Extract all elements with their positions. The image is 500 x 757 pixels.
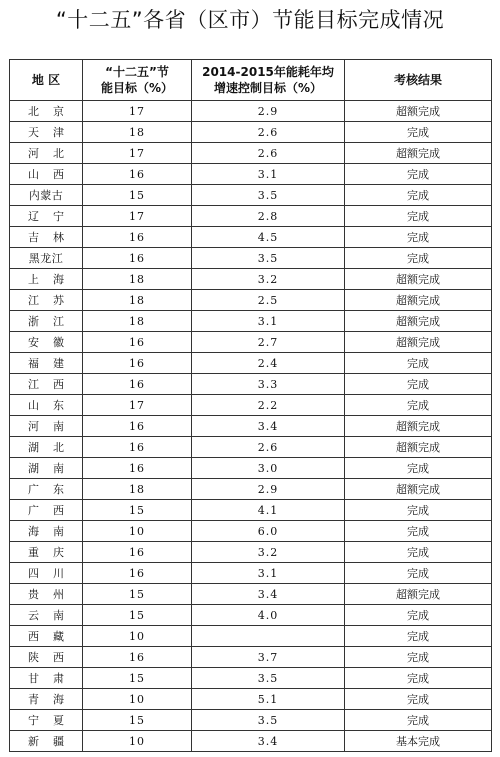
target-cell-text: 17: [129, 209, 145, 223]
region-cell: [10, 626, 83, 647]
table-row: [10, 332, 492, 353]
result-cell: [345, 668, 492, 689]
region-cell: [10, 374, 83, 395]
target-cell-text: 15: [129, 671, 145, 685]
target-cell: [83, 227, 192, 248]
target-cell: [83, 605, 192, 626]
result-cell-text: 完成: [407, 210, 429, 223]
region-cell: [10, 101, 83, 122]
growth-target-cell-text: 2.6: [257, 440, 279, 454]
growth-target-cell: [192, 605, 345, 626]
region-cell: [10, 668, 83, 689]
target-cell-text: 10: [129, 629, 145, 643]
region-cell-text: 甘肃: [28, 672, 78, 685]
region-cell: [10, 332, 83, 353]
target-cell: [83, 626, 192, 647]
target-cell-text: 16: [129, 167, 145, 181]
target-cell-text: 15: [129, 608, 145, 622]
growth-target-cell-text: 3.4: [257, 734, 279, 748]
growth-target-cell: [192, 227, 345, 248]
region-cell-text: 辽宁: [28, 210, 78, 223]
result-cell: [345, 185, 492, 206]
result-cell: [345, 332, 492, 353]
target-cell: [83, 185, 192, 206]
page-title: “十二五”各省（区市）节能目标完成情况: [55, 8, 445, 32]
target-cell: [83, 710, 192, 731]
target-cell-text: 16: [129, 251, 145, 265]
region-cell-text: 广东: [28, 483, 78, 496]
target-cell-text: 17: [129, 146, 145, 160]
growth-target-cell-text: 6.0: [257, 524, 279, 538]
table-row: [10, 395, 492, 416]
target-cell: [83, 479, 192, 500]
growth-target-cell: [192, 710, 345, 731]
result-cell-text: 超额完成: [396, 441, 440, 454]
growth-target-cell: [192, 143, 345, 164]
result-cell: [345, 248, 492, 269]
table-row: [10, 101, 492, 122]
growth-target-cell: [192, 290, 345, 311]
table-row: [10, 458, 492, 479]
growth-target-cell: [192, 311, 345, 332]
growth-target-cell-text: 2.5: [257, 293, 279, 307]
growth-target-cell-text: 4.1: [257, 503, 279, 517]
result-cell-text: 超额完成: [396, 105, 440, 118]
region-cell: [10, 731, 83, 752]
result-cell-text: 完成: [407, 399, 429, 412]
region-cell-text: 安徽: [28, 336, 78, 349]
growth-target-cell: [192, 626, 345, 647]
table-row: [10, 290, 492, 311]
result-cell-text: 完成: [407, 651, 429, 664]
target-cell-text: 18: [129, 293, 145, 307]
target-cell-text: 17: [129, 104, 145, 118]
growth-target-cell-text: 2.9: [257, 482, 279, 496]
region-cell: [10, 269, 83, 290]
target-cell: [83, 521, 192, 542]
table-body: [10, 101, 492, 752]
targets-table: [9, 59, 492, 752]
growth-target-cell-text: 3.4: [257, 419, 279, 433]
target-cell: [83, 206, 192, 227]
region-cell: [10, 353, 83, 374]
table-row: [10, 122, 492, 143]
result-cell: [345, 584, 492, 605]
target-cell-text: 18: [129, 314, 145, 328]
growth-target-cell-text: 2.6: [257, 125, 279, 139]
region-cell-text: 吉林: [28, 231, 78, 244]
growth-target-cell: [192, 458, 345, 479]
result-cell-text: 完成: [407, 630, 429, 643]
target-cell: [83, 374, 192, 395]
region-cell: [10, 290, 83, 311]
result-cell-text: 完成: [407, 168, 429, 181]
target-cell-text: 16: [129, 566, 145, 580]
target-cell: [83, 269, 192, 290]
result-cell: [345, 437, 492, 458]
target-cell: [83, 689, 192, 710]
growth-target-cell: [192, 374, 345, 395]
table-row: [10, 227, 492, 248]
result-cell: [345, 626, 492, 647]
table-row: [10, 164, 492, 185]
table-row: [10, 374, 492, 395]
header-growth: [192, 60, 345, 101]
table-row: [10, 563, 492, 584]
target-cell: [83, 311, 192, 332]
growth-target-cell: [192, 416, 345, 437]
table-row: [10, 416, 492, 437]
table-header-row: [10, 60, 492, 101]
region-cell: [10, 710, 83, 731]
table-row: [10, 353, 492, 374]
region-cell-text: 河南: [28, 420, 78, 433]
growth-target-cell-text: 5.1: [257, 692, 279, 706]
region-cell: [10, 542, 83, 563]
target-cell-text: 16: [129, 419, 145, 433]
growth-target-cell-text: 4.0: [257, 608, 279, 622]
target-cell: [83, 647, 192, 668]
region-cell: [10, 605, 83, 626]
region-cell: [10, 227, 83, 248]
table-row: [10, 248, 492, 269]
result-cell: [345, 143, 492, 164]
table-row: [10, 647, 492, 668]
result-cell-text: 基本完成: [396, 735, 440, 748]
table-row: [10, 269, 492, 290]
growth-target-cell: [192, 563, 345, 584]
growth-target-cell: [192, 584, 345, 605]
header-growth-line1: 2014-2015年能耗年均: [202, 65, 334, 79]
result-cell-text: 超额完成: [396, 294, 440, 307]
region-cell-text: 江西: [28, 378, 78, 391]
region-cell-text: 湖南: [28, 462, 78, 475]
growth-target-cell: [192, 185, 345, 206]
region-cell-text: 西藏: [28, 630, 78, 643]
growth-target-cell: [192, 437, 345, 458]
region-cell-text: 重庆: [28, 546, 78, 559]
growth-target-cell: [192, 269, 345, 290]
growth-target-cell: [192, 479, 345, 500]
target-cell: [83, 542, 192, 563]
result-cell-text: 超额完成: [396, 483, 440, 496]
growth-target-cell: [192, 689, 345, 710]
result-cell: [345, 269, 492, 290]
result-cell: [345, 521, 492, 542]
result-cell-text: 超额完成: [396, 315, 440, 328]
region-cell: [10, 122, 83, 143]
table-row: [10, 143, 492, 164]
target-cell: [83, 668, 192, 689]
result-cell-text: 完成: [407, 546, 429, 559]
growth-target-cell-text: 3.5: [257, 251, 279, 265]
result-cell-text: 完成: [407, 525, 429, 538]
growth-target-cell-text: 3.1: [257, 167, 279, 181]
region-cell-text: 湖北: [28, 441, 78, 454]
growth-target-cell-text: 3.7: [257, 650, 279, 664]
target-cell: [83, 353, 192, 374]
growth-target-cell-text: 3.1: [257, 566, 279, 580]
result-cell: [345, 311, 492, 332]
table-row: [10, 689, 492, 710]
region-cell-text: 陕西: [28, 651, 78, 664]
growth-target-cell-text: 3.2: [257, 272, 279, 286]
target-cell: [83, 248, 192, 269]
region-cell-text: 青海: [28, 693, 78, 706]
region-cell-text: 福建: [28, 357, 78, 370]
result-cell: [345, 395, 492, 416]
growth-target-cell-text: 3.3: [257, 377, 279, 391]
growth-target-cell: [192, 500, 345, 521]
result-cell-text: 超额完成: [396, 588, 440, 601]
result-cell: [345, 353, 492, 374]
result-cell: [345, 458, 492, 479]
region-cell-text: 上海: [28, 273, 78, 286]
target-cell: [83, 437, 192, 458]
table-row: [10, 731, 492, 752]
target-cell-text: 10: [129, 692, 145, 706]
header-target-line1: “十二五”节: [105, 65, 169, 79]
target-cell: [83, 395, 192, 416]
region-cell-text: 新疆: [28, 735, 78, 748]
table-row: [10, 479, 492, 500]
target-cell: [83, 332, 192, 353]
growth-target-cell: [192, 122, 345, 143]
target-cell-text: 16: [129, 545, 145, 559]
region-cell: [10, 584, 83, 605]
header-result-label: 考核结果: [393, 73, 442, 87]
target-cell-text: 15: [129, 587, 145, 601]
growth-target-cell-text: 3.1: [257, 314, 279, 328]
growth-target-cell: [192, 332, 345, 353]
region-cell: [10, 647, 83, 668]
growth-target-cell: [192, 248, 345, 269]
target-cell-text: 16: [129, 461, 145, 475]
result-cell-text: 完成: [407, 252, 429, 265]
result-cell: [345, 605, 492, 626]
table-row: [10, 605, 492, 626]
target-cell: [83, 563, 192, 584]
header-region-label: 地 区: [31, 73, 61, 87]
result-cell: [345, 206, 492, 227]
region-cell-text: 北京: [28, 105, 78, 118]
target-cell-text: 15: [129, 713, 145, 727]
header-target: [83, 60, 192, 101]
result-cell: [345, 689, 492, 710]
region-cell-text: 浙江: [28, 315, 78, 328]
growth-target-cell-text: 3.0: [257, 461, 279, 475]
result-cell: [345, 500, 492, 521]
result-cell-text: 超额完成: [396, 336, 440, 349]
region-cell-text: 贵州: [28, 588, 78, 601]
region-cell-text: 广西: [28, 504, 78, 517]
growth-target-cell-text: 2.6: [257, 146, 279, 160]
target-cell: [83, 416, 192, 437]
growth-target-cell: [192, 521, 345, 542]
result-cell-text: 超额完成: [396, 420, 440, 433]
table-row: [10, 542, 492, 563]
result-cell: [345, 542, 492, 563]
target-cell-text: 16: [129, 377, 145, 391]
region-cell: [10, 143, 83, 164]
target-cell: [83, 101, 192, 122]
table-row: [10, 500, 492, 521]
region-cell-text: 云南: [28, 609, 78, 622]
table-row: [10, 185, 492, 206]
result-cell: [345, 416, 492, 437]
growth-target-cell: [192, 395, 345, 416]
region-cell-text: 河北: [28, 147, 78, 160]
region-cell: [10, 437, 83, 458]
region-cell-text: 山西: [28, 168, 78, 181]
region-cell: [10, 206, 83, 227]
result-cell-text: 完成: [407, 231, 429, 244]
result-cell-text: 完成: [407, 609, 429, 622]
result-cell: [345, 290, 492, 311]
growth-target-cell: [192, 206, 345, 227]
result-cell: [345, 563, 492, 584]
result-cell-text: 完成: [407, 462, 429, 475]
target-cell: [83, 290, 192, 311]
target-cell-text: 16: [129, 335, 145, 349]
region-cell-text: 内蒙古: [28, 189, 64, 202]
result-cell-text: 完成: [407, 357, 429, 370]
target-cell-text: 15: [129, 188, 145, 202]
table-row: [10, 710, 492, 731]
region-cell: [10, 164, 83, 185]
target-cell-text: 16: [129, 356, 145, 370]
table-row: [10, 437, 492, 458]
region-cell: [10, 395, 83, 416]
region-cell-text: 黑龙江: [28, 252, 64, 265]
growth-target-cell-text: 2.7: [257, 335, 279, 349]
region-cell: [10, 458, 83, 479]
result-cell-text: 完成: [407, 567, 429, 580]
target-cell: [83, 458, 192, 479]
result-cell: [345, 164, 492, 185]
growth-target-cell-text: 3.5: [257, 713, 279, 727]
growth-target-cell-text: 3.5: [257, 671, 279, 685]
header-target-line2: 能目标（%）: [100, 81, 174, 95]
target-cell-text: 18: [129, 482, 145, 496]
target-cell-text: 15: [129, 503, 145, 517]
target-cell: [83, 164, 192, 185]
growth-target-cell-text: 3.2: [257, 545, 279, 559]
result-cell-text: 完成: [407, 672, 429, 685]
result-cell: [345, 479, 492, 500]
region-cell: [10, 311, 83, 332]
table-row: [10, 668, 492, 689]
region-cell: [10, 500, 83, 521]
result-cell-text: 完成: [407, 126, 429, 139]
result-cell-text: 完成: [407, 504, 429, 517]
result-cell: [345, 227, 492, 248]
target-cell-text: 10: [129, 524, 145, 538]
table-row: [10, 584, 492, 605]
result-cell: [345, 101, 492, 122]
region-cell-text: 宁夏: [28, 714, 78, 727]
target-cell-text: 17: [129, 398, 145, 412]
header-result: [345, 60, 492, 101]
region-cell-text: 海南: [28, 525, 78, 538]
target-cell-text: 10: [129, 734, 145, 748]
result-cell-text: 超额完成: [396, 147, 440, 160]
region-cell-text: 天津: [28, 126, 78, 139]
growth-target-cell: [192, 542, 345, 563]
region-cell: [10, 248, 83, 269]
growth-target-cell: [192, 101, 345, 122]
result-cell: [345, 647, 492, 668]
region-cell-text: 四川: [28, 567, 78, 580]
target-cell: [83, 500, 192, 521]
region-cell: [10, 185, 83, 206]
table-row: [10, 311, 492, 332]
growth-target-cell: [192, 731, 345, 752]
table-row: [10, 626, 492, 647]
region-cell: [10, 521, 83, 542]
target-cell-text: 16: [129, 440, 145, 454]
growth-target-cell-text: 2.2: [257, 398, 279, 412]
target-cell-text: 16: [129, 650, 145, 664]
growth-target-cell: [192, 647, 345, 668]
target-cell: [83, 584, 192, 605]
header-growth-line2: 增速控制目标（%）: [213, 81, 323, 95]
growth-target-cell-text: 2.4: [257, 356, 279, 370]
growth-target-cell-text: 3.4: [257, 587, 279, 601]
growth-target-cell: [192, 353, 345, 374]
target-cell-text: 16: [129, 230, 145, 244]
result-cell-text: 超额完成: [396, 273, 440, 286]
result-cell-text: 完成: [407, 714, 429, 727]
growth-target-cell-text: 4.5: [257, 230, 279, 244]
region-cell-text: 山东: [28, 399, 78, 412]
region-cell: [10, 416, 83, 437]
result-cell: [345, 710, 492, 731]
growth-target-cell-text: 3.5: [257, 188, 279, 202]
result-cell-text: 完成: [407, 693, 429, 706]
growth-target-cell-text: 2.8: [257, 209, 279, 223]
region-cell: [10, 479, 83, 500]
region-cell: [10, 689, 83, 710]
target-cell: [83, 731, 192, 752]
result-cell: [345, 122, 492, 143]
table-row: [10, 521, 492, 542]
header-region: [10, 60, 83, 101]
result-cell-text: 完成: [407, 378, 429, 391]
result-cell-text: 完成: [407, 189, 429, 202]
result-cell: [345, 374, 492, 395]
growth-target-cell: [192, 164, 345, 185]
result-cell: [345, 731, 492, 752]
target-cell-text: 18: [129, 125, 145, 139]
region-cell-text: 江苏: [28, 294, 78, 307]
target-cell: [83, 143, 192, 164]
table-row: [10, 206, 492, 227]
growth-target-cell-text: 2.9: [257, 104, 279, 118]
region-cell: [10, 563, 83, 584]
target-cell: [83, 122, 192, 143]
target-cell-text: 18: [129, 272, 145, 286]
growth-target-cell: [192, 668, 345, 689]
